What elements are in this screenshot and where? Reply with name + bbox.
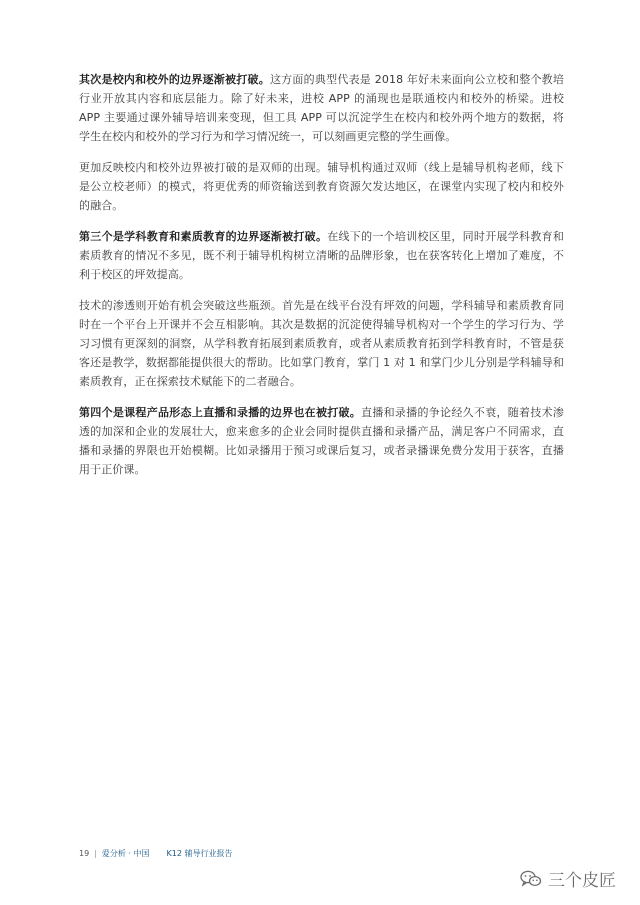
paragraph-lead: 第三个是学科教育和素质教育的边界逐渐被打破。 — [79, 230, 328, 243]
paragraph-body: 这方面的典型代表是 2018 年好未来面向公立校和整个教培行业开放其内容和底层能力。除了好未来，进校 APP 的涌现也是联通校内和校外的桥梁。进校 APP 主要通过课外辅导培训来变现，但工具 APP 可以沉淀学生在校内和校外两个地方的数据，将学生在校内和校外的学习行为和学习情况统一，可以刻画更完整的学生画像。 — [79, 73, 565, 143]
paragraph — [79, 158, 564, 215]
footer-brand: 爱分析 · 中国 — [101, 849, 150, 858]
paragraph-body: 在线下的一个培训校区里，同时开展学科教育和素质教育的情况不多见，既不利于辅导机构树立清晰的品牌形象，也在获客转化上增加了难度，不利于校区的坪效提高。 — [79, 230, 564, 281]
paragraph-body: 技术的渗透则开始有机会突破这些瓶颈。首先是在线平台没有坪效的问题，学科辅导和素质教育同时在一个平台上开课并不会互相影响。其次是数据的沉淀使得辅导机构对一个学生的学习行为、学习习惯有更深刻的洞察，从学科教育拓展到素质教育，或者从素质教育拓到学科教育时，不管是获客还是教学，数据都能提供很大的帮助。比如掌门教育，掌门 1 对 1 和掌门少儿分别是学科辅导和素质教育，正在探索技术赋能下的二者融合。 — [79, 299, 564, 388]
body-text — [79, 70, 564, 491]
page-footer — [79, 848, 233, 859]
paragraph-lead: 第四个是课程产品形态上直播和录播的边界也在被打破。 — [79, 406, 362, 419]
paragraph — [79, 227, 564, 284]
footer-separator: | — [94, 849, 97, 858]
wechat-icon — [520, 870, 542, 888]
page-number: 19 — [79, 849, 90, 858]
paragraph-body: 直播和录播的争论经久不衰，随着技术渗透的加深和企业的发展壮大，愈来愈多的企业会同时提供直播和录播产品，满足客户不同需求，直播和录播的界限也开始模糊。比如录播用于预习或课后复习，或者录播课免费分发用于获客，直播用于正价课。 — [79, 406, 564, 476]
paragraph-body: 更加反映校内和校外边界被打破的是双师的出现。辅导机构通过双师（线上是辅导机构老师，线下是公立校老师）的模式，将更优秀的师资输送到教育资源欠发达地区，在课堂内实现了校内和校外的融合。 — [79, 161, 564, 212]
watermark-text: 三个皮匠 — [548, 871, 616, 891]
paragraph — [79, 296, 564, 391]
paragraph — [79, 403, 564, 479]
paragraph-lead: 其次是校内和校外的边界逐渐被打破。 — [79, 73, 270, 86]
footer-report-title: K12 辅导行业报告 — [166, 849, 233, 858]
watermark — [520, 866, 616, 891]
paragraph — [79, 70, 564, 146]
